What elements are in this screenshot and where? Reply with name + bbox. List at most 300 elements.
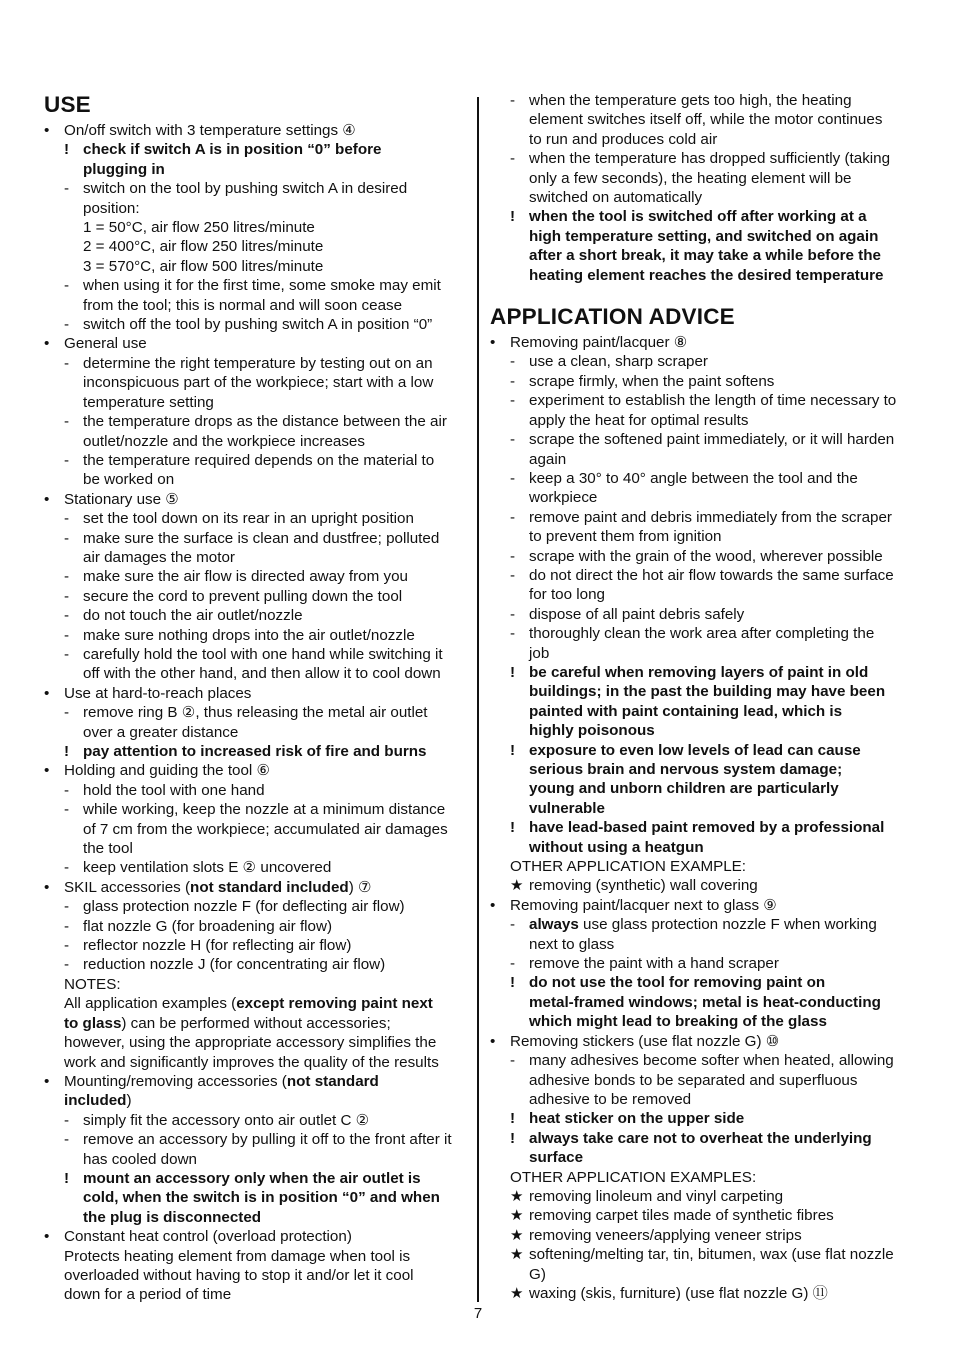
line-text: determine the right temperature by testing out on an bbox=[83, 354, 433, 372]
text-line bbox=[490, 1265, 912, 1284]
line-text: down for a period of time bbox=[64, 1286, 232, 1304]
line-text: Use at hard-to-reach places bbox=[64, 684, 252, 702]
text-line bbox=[44, 296, 466, 315]
line-text: keep ventilation slots E ② uncovered bbox=[83, 859, 332, 877]
bullet-marker: • bbox=[44, 684, 50, 702]
text-line bbox=[490, 547, 912, 566]
dash-marker: - bbox=[510, 353, 516, 371]
text-line bbox=[490, 644, 912, 663]
text-line bbox=[44, 1188, 466, 1207]
dash-marker: - bbox=[64, 917, 70, 935]
bullet-marker: • bbox=[44, 335, 50, 353]
line-text: removing (synthetic) wall covering bbox=[529, 877, 758, 895]
text-line bbox=[44, 1150, 466, 1169]
text-line bbox=[44, 1247, 466, 1266]
text-line bbox=[490, 818, 912, 837]
text-line bbox=[490, 246, 912, 265]
bullet-marker: • bbox=[490, 1032, 496, 1050]
text-line bbox=[490, 169, 912, 188]
line-text: General use bbox=[64, 335, 147, 353]
text-line bbox=[44, 703, 466, 722]
line-text: again bbox=[529, 450, 567, 468]
line-text: plugging in bbox=[83, 160, 165, 178]
line-text: removing linoleum and vinyl carpeting bbox=[529, 1187, 784, 1205]
line-text: softening/melting tar, tin, bitumen, wax (use flat nozzle bbox=[529, 1246, 894, 1264]
warning-marker: ! bbox=[510, 974, 516, 992]
dash-marker: - bbox=[64, 801, 70, 819]
text-line bbox=[490, 110, 912, 129]
line-text: when the temperature gets too high, the heating bbox=[529, 92, 852, 109]
text-line bbox=[44, 1130, 466, 1149]
text-line bbox=[44, 800, 466, 819]
star-marker: ★ bbox=[510, 1284, 524, 1302]
line-text: pay attention to increased risk of fire and burns bbox=[83, 743, 427, 760]
line-text: the temperature drops as the distance between the air bbox=[83, 413, 447, 431]
dash-marker: - bbox=[510, 392, 516, 410]
line-text: use a clean, sharp scraper bbox=[529, 353, 708, 371]
left-column bbox=[44, 91, 466, 1305]
line-text: the tool bbox=[83, 840, 133, 858]
text-line bbox=[490, 430, 912, 449]
line-text: make sure nothing drops into the air outlet/nozzle bbox=[83, 626, 415, 644]
text-line bbox=[490, 741, 912, 760]
bullet-marker: • bbox=[44, 1072, 50, 1090]
text-line bbox=[44, 334, 466, 353]
text-line bbox=[490, 1187, 912, 1206]
text-line bbox=[44, 781, 466, 800]
line-text: check if switch A is in position “0” before bbox=[83, 141, 382, 159]
text-line bbox=[44, 1266, 466, 1285]
dash-marker: - bbox=[510, 508, 516, 526]
text-line bbox=[44, 529, 466, 548]
star-marker: ★ bbox=[510, 1246, 524, 1264]
line-text: Constant heat control (overload protection) bbox=[64, 1228, 352, 1246]
line-text: make sure the air flow is directed away from you bbox=[83, 568, 408, 586]
dash-marker: - bbox=[510, 372, 516, 390]
text-line bbox=[490, 1090, 912, 1109]
text-line bbox=[44, 878, 466, 897]
line-text: glass protection nozzle F (for deflecting air flow) bbox=[83, 898, 405, 916]
line-text: heat sticker on the upper side bbox=[529, 1110, 745, 1128]
text-line bbox=[44, 1033, 466, 1052]
dash-marker: - bbox=[510, 625, 516, 643]
text-line bbox=[44, 1285, 466, 1304]
line-text: scrape firmly, when the paint softens bbox=[529, 372, 775, 390]
text-line bbox=[490, 721, 912, 740]
line-text: be worked on bbox=[83, 471, 175, 489]
dash-marker: - bbox=[64, 956, 70, 974]
line-text: simply fit the accessory onto air outlet C ② bbox=[83, 1111, 370, 1129]
text-line bbox=[44, 1111, 466, 1130]
line-text: mount an accessory only when the air outlet is bbox=[83, 1169, 421, 1187]
line-text: the plug is disconnected bbox=[83, 1208, 262, 1226]
dash-marker: - bbox=[64, 1131, 70, 1149]
text-line bbox=[44, 237, 466, 256]
text-line bbox=[44, 1091, 466, 1110]
text-line bbox=[490, 799, 912, 818]
text-line bbox=[44, 1208, 466, 1227]
line-text-bold: except removing paint next bbox=[236, 995, 433, 1013]
bullet-marker: • bbox=[44, 878, 50, 896]
line-text: temperature setting bbox=[83, 393, 214, 411]
text-line bbox=[490, 954, 912, 973]
line-text: from the tool; this is normal and will soon cease bbox=[83, 296, 403, 314]
line-text: surface bbox=[529, 1149, 584, 1167]
text-line bbox=[490, 915, 912, 934]
text-line bbox=[44, 917, 466, 936]
text-line bbox=[490, 682, 912, 701]
line-text: highly poisonous bbox=[529, 722, 655, 740]
text-line bbox=[490, 227, 912, 246]
line-text: adhesive bonds to be separated and superfluous bbox=[529, 1071, 858, 1089]
text-line bbox=[44, 140, 466, 159]
text-line bbox=[490, 1226, 912, 1245]
text-line bbox=[490, 973, 912, 992]
line-text: removing veneers/applying veneer strips bbox=[529, 1226, 802, 1244]
line-text: thoroughly clean the work area after completing the bbox=[529, 625, 875, 643]
text-line bbox=[490, 188, 912, 207]
line-text: cold, when the switch is in position “0” and when bbox=[83, 1189, 440, 1207]
dash-marker: - bbox=[510, 469, 516, 487]
line-text: set the tool down on its rear in an upright position bbox=[83, 510, 414, 528]
line-text: do not direct the hot air flow towards the same surface bbox=[529, 566, 894, 584]
line-text: dispose of all paint debris safely bbox=[529, 605, 745, 623]
dash-marker: - bbox=[64, 277, 70, 295]
line-text: to run and produces cold air bbox=[529, 130, 718, 148]
line-text: do not touch the air outlet/nozzle bbox=[83, 607, 303, 625]
text-line bbox=[490, 1051, 912, 1070]
dash-marker: - bbox=[64, 626, 70, 644]
line-text: switch off the tool by pushing switch A in position “0” bbox=[83, 316, 433, 334]
dash-marker: - bbox=[64, 568, 70, 586]
dash-marker: - bbox=[64, 451, 70, 469]
text-line bbox=[44, 509, 466, 528]
text-line bbox=[44, 567, 466, 586]
line-text-after: use glass protection nozzle F when working bbox=[578, 916, 877, 934]
line-text: waxing (skis, furniture) (use flat nozzle G) ⑪ bbox=[529, 1284, 828, 1302]
text-line bbox=[44, 199, 466, 218]
dash-marker: - bbox=[64, 180, 70, 198]
text-line bbox=[490, 838, 912, 857]
text-line bbox=[490, 488, 912, 507]
text-line bbox=[490, 1012, 912, 1031]
line-text: while working, keep the nozzle at a minimum distance bbox=[83, 801, 446, 819]
star-marker: ★ bbox=[510, 1187, 524, 1205]
line-text: OTHER APPLICATION EXAMPLES: bbox=[510, 1168, 757, 1186]
line-text: Holding and guiding the tool ⑥ bbox=[64, 762, 271, 780]
line-text: remove paint and debris immediately from the scraper bbox=[529, 508, 892, 526]
text-line bbox=[490, 566, 912, 585]
text-line bbox=[44, 897, 466, 916]
line-text: buildings; in the past the building may have been bbox=[529, 683, 886, 701]
line-text: of 7 cm from the workpiece; accumulated air damages bbox=[83, 820, 448, 838]
text-line bbox=[490, 266, 912, 285]
line-text: next to glass bbox=[529, 935, 615, 953]
text-line bbox=[44, 354, 466, 373]
warning-marker: ! bbox=[64, 1169, 70, 1187]
text-line bbox=[44, 820, 466, 839]
line-text: 1 = 50°C, air flow 250 litres/minute bbox=[83, 219, 315, 237]
text-line bbox=[44, 490, 466, 509]
right-column bbox=[490, 91, 912, 1303]
line-text: Removing stickers (use flat nozzle G) ⑩ bbox=[510, 1032, 780, 1050]
text-line bbox=[490, 207, 912, 226]
dash-marker: - bbox=[64, 354, 70, 372]
text-line bbox=[490, 585, 912, 604]
warning-marker: ! bbox=[510, 1129, 516, 1147]
text-line bbox=[490, 1245, 912, 1264]
line-text: make sure the surface is clean and dustfree; polluted bbox=[83, 529, 440, 547]
dash-marker: - bbox=[510, 431, 516, 449]
line-text: carefully hold the tool with one hand while switching it bbox=[83, 645, 443, 663]
text-line bbox=[44, 761, 466, 780]
line-text: switch on the tool by pushing switch A in desired bbox=[83, 180, 408, 198]
line-text-bold: always bbox=[529, 916, 579, 934]
warning-marker: ! bbox=[510, 663, 516, 681]
text-line bbox=[490, 333, 912, 352]
dash-marker: - bbox=[64, 645, 70, 663]
text-line bbox=[490, 1129, 912, 1148]
text-line bbox=[490, 876, 912, 895]
line-text: 3 = 570°C, air flow 500 litres/minute bbox=[83, 257, 324, 275]
text-line bbox=[44, 393, 466, 412]
line-text: however, using the appropriate accessory simplifies the bbox=[64, 1034, 437, 1052]
text-line bbox=[44, 839, 466, 858]
line-text: scrape with the grain of the wood, wherever possible bbox=[529, 547, 883, 565]
line-text: Removing paint/lacquer next to glass ⑨ bbox=[510, 896, 777, 914]
line-text: NOTES: bbox=[64, 975, 121, 993]
text-line bbox=[44, 276, 466, 295]
bullet-marker: • bbox=[44, 490, 50, 508]
line-text: which might lead to breaking of the glass bbox=[529, 1013, 827, 1031]
line-text: the temperature required depends on the material to bbox=[83, 451, 435, 469]
page-number: 7 bbox=[473, 1305, 483, 1322]
warning-marker: ! bbox=[64, 743, 70, 760]
dash-marker: - bbox=[510, 547, 516, 565]
warning-marker: ! bbox=[510, 1110, 516, 1128]
text-line bbox=[44, 975, 466, 994]
warning-marker: ! bbox=[510, 741, 516, 759]
text-line bbox=[44, 470, 466, 489]
line-text-after: ) can be performed without accessories; bbox=[121, 1014, 391, 1032]
bullet-marker: • bbox=[44, 1228, 50, 1246]
right-top-lines bbox=[490, 91, 912, 285]
line-text: to prevent them from ignition bbox=[529, 528, 722, 546]
line-text-bold: not standard bbox=[286, 1072, 379, 1090]
text-line bbox=[44, 1227, 466, 1246]
right-lines bbox=[490, 333, 912, 1303]
text-line bbox=[44, 451, 466, 470]
line-text: position: bbox=[83, 199, 140, 217]
text-line bbox=[490, 663, 912, 682]
text-line bbox=[44, 936, 466, 955]
text-line bbox=[490, 1148, 912, 1167]
line-text: adhesive to be removed bbox=[529, 1090, 692, 1108]
line-text: for too long bbox=[529, 586, 605, 604]
text-line bbox=[490, 760, 912, 779]
line-text: All application examples ( bbox=[64, 995, 237, 1013]
line-text: G) bbox=[529, 1265, 546, 1283]
line-text-after: ) bbox=[126, 1092, 132, 1110]
text-line bbox=[490, 1109, 912, 1128]
text-line bbox=[490, 352, 912, 371]
bullet-marker: • bbox=[44, 122, 50, 139]
line-text: job bbox=[529, 644, 550, 662]
text-line bbox=[490, 702, 912, 721]
line-text: inconspicuous part of the workpiece; start with a low bbox=[83, 374, 434, 392]
line-text: vulnerable bbox=[529, 799, 605, 817]
text-line bbox=[44, 606, 466, 625]
dash-marker: - bbox=[510, 955, 516, 973]
star-marker: ★ bbox=[510, 877, 524, 895]
line-text: air damages the motor bbox=[83, 548, 235, 566]
line-text: painted with paint containing lead, which is bbox=[529, 702, 843, 720]
text-line bbox=[44, 645, 466, 664]
dash-marker: - bbox=[510, 1052, 516, 1070]
warning-marker: ! bbox=[510, 819, 516, 837]
line-text: remove the paint with a hand scraper bbox=[529, 955, 779, 973]
text-line bbox=[44, 315, 466, 334]
dash-marker: - bbox=[64, 704, 70, 722]
dash-marker: - bbox=[64, 1111, 70, 1129]
line-text: SKIL accessories ( bbox=[64, 878, 191, 896]
line-text: Mounting/removing accessories ( bbox=[64, 1072, 287, 1090]
bullet-marker: • bbox=[490, 896, 496, 914]
text-line bbox=[44, 664, 466, 683]
text-line bbox=[490, 1206, 912, 1225]
dash-marker: - bbox=[64, 937, 70, 955]
line-text: metal-framed windows; metal is heat-conducting bbox=[529, 993, 881, 1011]
section-heading-use: USE bbox=[44, 92, 91, 117]
warning-marker: ! bbox=[510, 208, 516, 226]
left-lines bbox=[44, 121, 466, 1305]
text-line bbox=[490, 149, 912, 168]
line-text: hold the tool with one hand bbox=[83, 781, 265, 799]
line-text-bold: included bbox=[64, 1092, 127, 1110]
text-line bbox=[44, 179, 466, 198]
line-text: exposure to even low levels of lead can cause bbox=[529, 741, 861, 759]
text-line bbox=[490, 411, 912, 430]
text-line bbox=[490, 1284, 912, 1303]
column-divider bbox=[477, 97, 479, 1302]
line-text: secure the cord to prevent pulling down the tool bbox=[83, 587, 403, 605]
line-text-bold: not standard included bbox=[190, 878, 349, 896]
line-text: when using it for the first time, some smoke may emit bbox=[83, 277, 441, 295]
text-line bbox=[490, 857, 912, 876]
text-line bbox=[44, 1169, 466, 1188]
text-line bbox=[490, 779, 912, 798]
star-marker: ★ bbox=[510, 1226, 524, 1244]
text-line bbox=[44, 218, 466, 237]
text-line bbox=[44, 684, 466, 703]
dash-marker: - bbox=[510, 92, 516, 109]
text-line bbox=[44, 1072, 466, 1091]
line-text: remove an accessory by pulling it off to the front after it bbox=[83, 1131, 452, 1149]
dash-marker: - bbox=[64, 587, 70, 605]
dash-marker: - bbox=[64, 316, 70, 334]
line-text: without using a heatgun bbox=[529, 838, 704, 856]
dash-marker: - bbox=[510, 605, 516, 623]
line-text: On/off switch with 3 temperature settings ④ bbox=[64, 122, 356, 139]
dash-marker: - bbox=[64, 781, 70, 799]
line-text: do not use the tool for removing paint on bbox=[529, 974, 826, 992]
line-text: heating element reaches the desired temperature bbox=[529, 266, 884, 284]
bullet-marker: • bbox=[44, 762, 50, 780]
text-line bbox=[44, 626, 466, 645]
line-text: off with the other hand, and then allow it to cool down bbox=[83, 665, 441, 683]
dash-marker: - bbox=[64, 607, 70, 625]
dash-marker: - bbox=[64, 413, 70, 431]
line-text: OTHER APPLICATION EXAMPLE: bbox=[510, 858, 747, 876]
text-line bbox=[44, 432, 466, 451]
line-text: experiment to establish the length of time necessary to bbox=[529, 392, 897, 410]
line-text: be careful when removing layers of paint in old bbox=[529, 663, 869, 681]
text-line bbox=[44, 858, 466, 877]
dash-marker: - bbox=[510, 150, 516, 168]
line-text: reflector nozzle H (for reflecting air flow) bbox=[83, 937, 352, 955]
warning-marker: ! bbox=[64, 141, 70, 159]
line-text: Stationary use ⑤ bbox=[64, 490, 179, 508]
line-text: young and unborn children are particularly bbox=[529, 780, 839, 798]
text-line bbox=[44, 160, 466, 179]
text-line bbox=[490, 469, 912, 488]
text-line bbox=[44, 412, 466, 431]
section-heading-application-advice: APPLICATION ADVICE bbox=[490, 304, 735, 330]
line-text: always take care not to overheat the underlying bbox=[529, 1129, 872, 1147]
text-line bbox=[490, 993, 912, 1012]
text-line bbox=[490, 896, 912, 915]
text-line bbox=[490, 1032, 912, 1051]
text-line bbox=[490, 91, 912, 110]
line-text: remove ring B ②, thus releasing the metal air outlet bbox=[83, 704, 428, 722]
text-line bbox=[490, 450, 912, 469]
line-text: removing carpet tiles made of synthetic fibres bbox=[529, 1207, 834, 1225]
line-text: Protects heating element from damage when tool is bbox=[64, 1247, 411, 1265]
line-text: when the temperature has dropped sufficiently (taking bbox=[529, 150, 891, 168]
text-line bbox=[490, 130, 912, 149]
text-line bbox=[44, 742, 466, 761]
text-line bbox=[490, 624, 912, 643]
text-line bbox=[44, 723, 466, 742]
text-line bbox=[490, 391, 912, 410]
text-line bbox=[44, 121, 466, 140]
text-line bbox=[44, 1053, 466, 1072]
text-line bbox=[44, 587, 466, 606]
line-text: scrape the softened paint immediately, or it will harden bbox=[529, 431, 895, 449]
line-text-after: ) ⑦ bbox=[348, 878, 372, 896]
line-text: after a short break, it may take a while before the bbox=[529, 247, 881, 265]
dash-marker: - bbox=[64, 859, 70, 877]
star-marker: ★ bbox=[510, 1207, 524, 1225]
line-text: 2 = 400°C, air flow 250 litres/minute bbox=[83, 238, 324, 256]
text-line bbox=[44, 994, 466, 1013]
line-text: overloaded without having to stop it and/or let it cool bbox=[64, 1266, 414, 1284]
dash-marker: - bbox=[64, 529, 70, 547]
line-text: work and significantly improves the quality of the results bbox=[64, 1053, 439, 1071]
line-text: reduction nozzle J (for concentrating air flow) bbox=[83, 956, 386, 974]
dash-marker: - bbox=[510, 916, 516, 934]
line-text: outlet/nozzle and the workpiece increases bbox=[83, 432, 365, 450]
line-text: switched on automatically bbox=[529, 189, 703, 207]
line-text: only a few seconds), the heating element will be bbox=[529, 169, 852, 187]
line-text: Removing paint/lacquer ⑧ bbox=[510, 334, 688, 352]
line-text-bold: to glass bbox=[64, 1014, 122, 1032]
dash-marker: - bbox=[64, 898, 70, 916]
line-text: has cooled down bbox=[83, 1150, 197, 1168]
text-line bbox=[490, 372, 912, 391]
line-text: high temperature setting, and switched on again bbox=[529, 227, 879, 245]
text-line bbox=[44, 257, 466, 276]
